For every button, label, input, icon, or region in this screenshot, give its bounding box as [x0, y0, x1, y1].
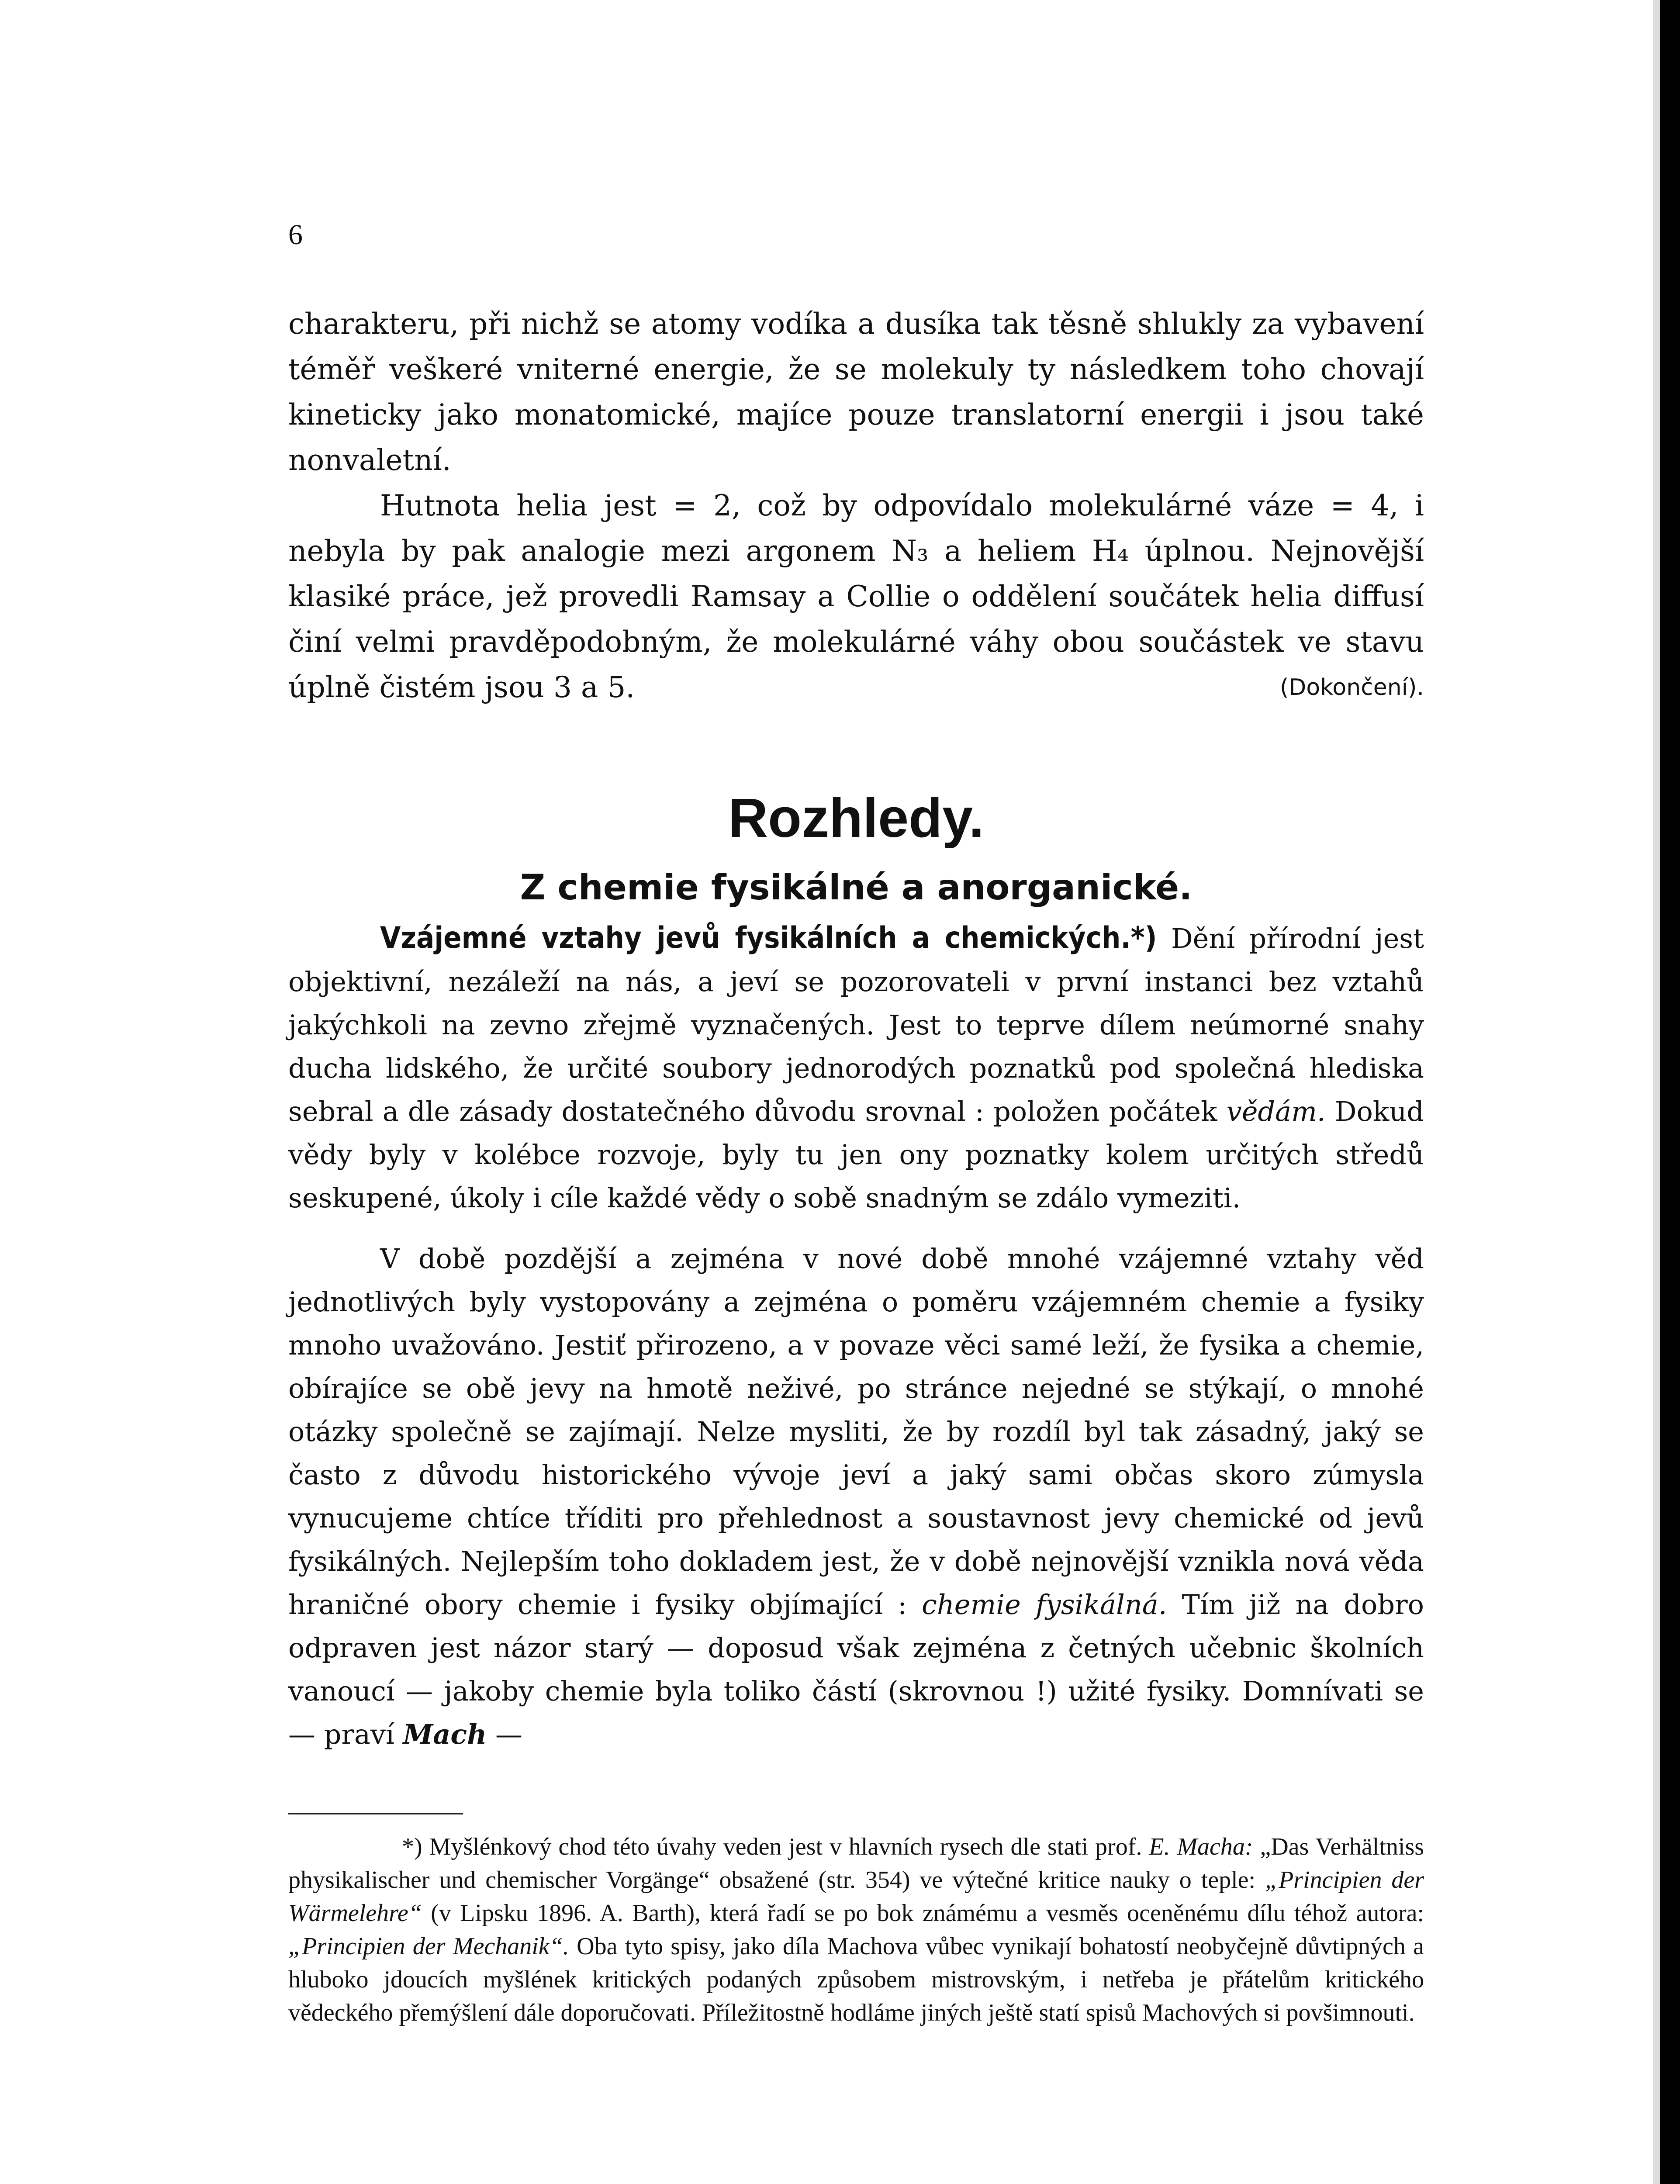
section-paragraph-2-text-c: — — [495, 1718, 522, 1750]
section-paragraph-1-emphasis: vědám. — [1226, 1095, 1326, 1127]
footnote-text-b: „Das Verhältniss physikalischer und chemischer Vorgänge“ obsažené (str. 354) ve výtečné kritice nauky o teple: — [288, 1833, 1424, 1894]
scan-border — [1660, 0, 1680, 2184]
footnote-text-a: *) Myšlénkový chod této úvahy veden jest v hlavních rysech dle stati prof. — [402, 1833, 1142, 1860]
section-lead: Vzájemné vztahy jevů fysikálních a chemických.*) — [380, 921, 1157, 955]
section-paragraph-2-text-a: V době pozdější a zejména v nové době mnohé vzájemné vztahy věd jednotlivých byly vystopovány a zejména o poměru vzájemném chemie a fysiky mnoho uvažováno. Jestiť přirozeno, a v povaze věci samé leží, že fysika a chemie, obírajíce se obě jevy na hmotě neživé, po stránce nejedné se stýkají, o mnohé otázky společně se zajímají. Nelze mysliti, že by rozdíl byl tak zásadný, jaký se často z důvodu historického vývoje jeví a jaký sami občas skoro zúmysla vynucujeme chtíce tříditi pro přehlednost a soustavnost jevy chemické od jevů fysikálných. Nejlepším toho dokladem jest, že v době nejnovější vznikla nová věda hraničné obory chemie i fysiky objímající : — [288, 1243, 1424, 1621]
section-paragraph-2-emphasis: chemie fysikálná. — [922, 1589, 1167, 1621]
section-paragraph-2-text-b: Tím již na dobro odpraven jest názor starý — doposud však zejména z četných učebnic školních vanoucí — jakoby chemie byla toliko částí (skrovnou !) užité fysiky. Domnívati se — praví — [288, 1589, 1424, 1750]
section-paragraph-1-text-b: Dokud vědy byly v kolébce rozvoje, byly tu jen ony poznatky kolem určitých středů seskupené, úkoly i cíle každé vědy o sobě snadným se zdálo vymeziti. — [288, 1095, 1424, 1214]
footnote-divider — [288, 1813, 463, 1814]
footnote-text — [288, 1830, 1424, 2029]
footnote-text-d: Oba tyto spisy, jako díla Machova vůbec vynikají bohatostí neobyčejně důvtipných a hluboko jdoucích myšlének kritických podaných způsobem mistrovským, i netřeba je přátelům kritického vědeckého přemýšlení dále doporučovati. Příležitostně hodláme jiných ještě statí spisů Machových si povšimnouti. — [288, 1933, 1424, 2026]
footnote-emphasis-2: „Principien der Wärmelehre“ — [288, 1866, 1424, 1927]
continued-note: (Dokončení). — [1280, 674, 1424, 701]
section-subtitle: Z chemie fysikálné a anorganické. — [520, 867, 1193, 908]
footnote-emphasis-1: E. Macha: — [1149, 1833, 1253, 1860]
footnote-emphasis-3: „Principien der Mechanik“. — [288, 1933, 569, 1960]
page-edge-shadow — [1653, 0, 1660, 2184]
section-paragraph-1 — [288, 916, 1424, 1220]
page-number: 6 — [288, 219, 303, 251]
intro-paragraph-1: charakteru, při nichž se atomy vodíka a dusíka tak těsně shlukly za vybavení téměř veškeré vniterné energie, že se molekuly ty následkem toho chovají kineticky jako monatomické, majíce pouze translatorní energii i jsou také nonvaletní. — [288, 307, 1424, 477]
section-paragraph-2-emphasis-mach: Mach — [403, 1718, 487, 1750]
section-title: Rozhledy. — [728, 787, 984, 849]
section-paragraph-2 — [288, 1237, 1424, 1756]
section-paragraph-1-text-a: Dění přírodní jest objektivní, nezáleží na nás, a jeví se pozorovateli v první instanci bez vztahů jakýchkoli na zevno zřejmě vyznačených. Jest to teprve dílem neúmorné snahy ducha lidského, že určité soubory jednorodých poznatků pod společná hlediska sebral a dle zásady dostatečného důvodu srovnal : položen počátek — [288, 923, 1424, 1127]
intro-paragraph-2 — [288, 483, 1424, 710]
intro-block — [288, 301, 1424, 710]
footnote-block — [288, 1813, 1424, 2029]
intro-paragraph-2-text: Hutnota helia jest = 2, což by odpovídalo molekulárné váze = 4, i nebyla by pak analogie mezi argonem N₃ a heliem H₄ úplnou. Nejnovější klasiké práce, jež provedli Ramsay a Collie o oddělení součátek helia diffusí činí velmi pravděpodobným, že molekulárné váhy obou součástek ve stavu úplně čistém jsou 3 a 5. — [288, 489, 1424, 704]
footnote-text-c: (v Lipsku 1896. A. Barth), která řadí se po bok známému a vesměs oceněnému dílu téhož autora: — [431, 1900, 1424, 1927]
section-rozhledy — [288, 786, 1424, 1756]
